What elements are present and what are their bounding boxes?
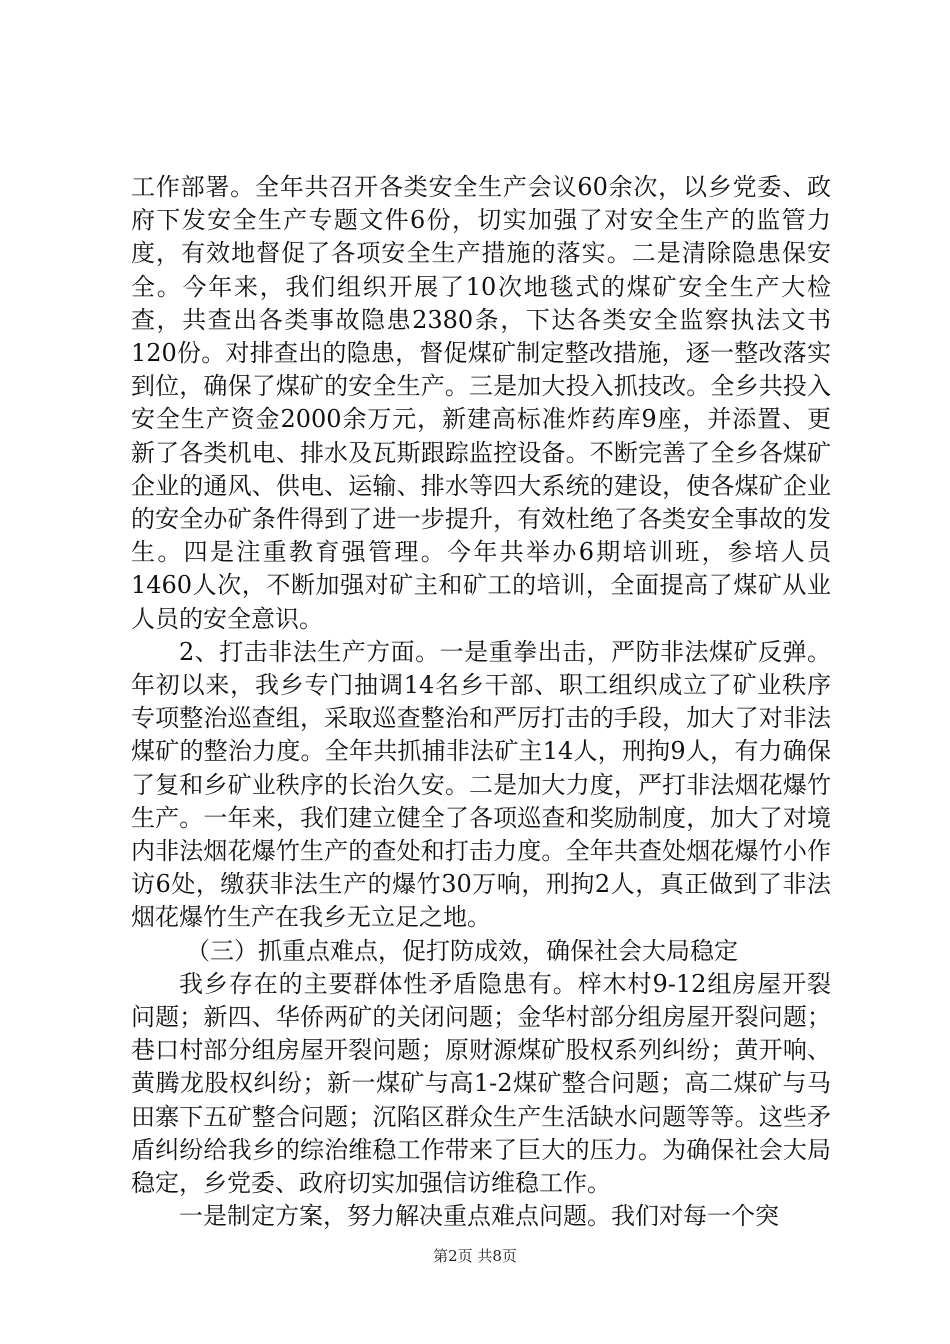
paragraph-safety-measures: 工作部署。全年共召开各类安全生产会议60余次，以乡党委、政府下发安全生产专题文件6份，切实加强了对安全生产的监管力度，有效地督促了各项安全生产措施的落实。二是清除隐患保安全。今年来，我们组织开展了10次地毯式的煤矿安全生产大检查，共查出各类事故隐患2380条，下达各类安全监察执法文书120份。对排查出的隐患，督促煤矿制定整改措施，逐一整改落实到位，确保了煤矿的安全生产。三是加大投入抓技改。全乡共投入安全生产资金2000余万元，新建高标准炸药库9座，并添置、更新了各类机电、排水及瓦斯跟踪监控设备。不断完善了全乡各煤矿企业的通风、供电、运输、排水等四大系统的建设，使各煤矿企业的安全办矿条件得到了进一步提升，有效杜绝了各类安全事故的发生。四是注重教育强管理。今年共举办6期培训班，参培人员1460人次，不断加强对矿主和矿工的培训，全面提高了煤矿从业人员的安全意识。	[131, 173, 831, 633]
paragraph-group-conflicts: 我乡存在的主要群体性矛盾隐患有。梓木村9-12组房屋开裂问题；新四、华侨两矿的关闭问题；金华村部分组房屋开裂问题；巷口村部分组房屋开裂问题；原财源煤矿股权系列纠纷；黄开响、黄腾龙股权纠纷；新一煤矿与高1-2煤矿整合问题；高二煤矿与马田寨下五矿整合问题；沉陷区群众生产生活缺水问题等等。这些矛盾纠纷给我乡的综治维稳工作带来了巨大的压力。为确保社会大局稳定，乡党委、政府切实加强信访维稳工作。	[131, 969, 831, 1198]
page-footer: 第2页 共8页	[433, 1247, 517, 1265]
paragraph-illegal-production: 2、打击非法生产方面。一是重拳出击，严防非法煤矿反弹。年初以来，我乡专门抽调14名乡干部、职工组织成立了矿业秩序专项整治巡查组，采取巡查整治和严厉打击的手段，加大了对非法煤矿的整治力度。全年共抓捕非法矿主14人，刑拘9人，有力确保了复和乡矿业秩序的长治久安。二是加大力度，严打非法烟花爆竹生产。一年来，我们建立健全了各项巡查和奖励制度，加大了对境内非法烟花爆竹生产的查处和打击力度。全年共查处烟花爆竹小作访6处，缴获非法生产的爆竹30万响，刑拘2人，真正做到了非法烟花爆竹生产在我乡无立足之地。	[131, 637, 831, 932]
section-heading: （三）抓重点难点，促打防成效，确保社会大局稳定	[186, 936, 738, 965]
document-body	[131, 171, 831, 1234]
paragraph-plan: 一是制定方案，努力解决重点难点问题。我们对每一个突	[179, 1202, 779, 1231]
